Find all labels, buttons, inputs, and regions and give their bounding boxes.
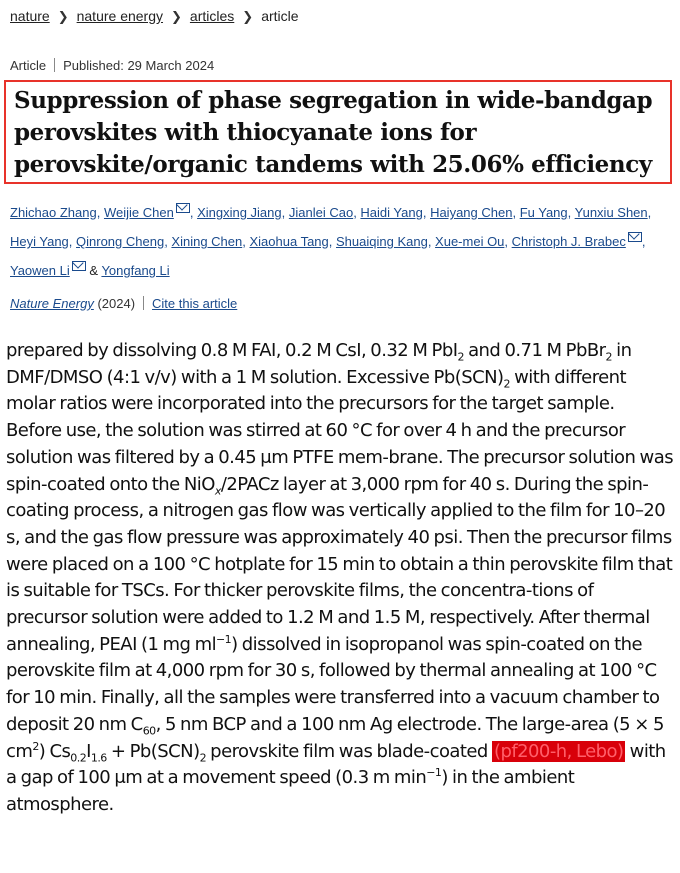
text-run: I bbox=[86, 740, 91, 762]
author-link[interactable]: Haiyang Chen bbox=[430, 205, 513, 220]
journal-name-link[interactable]: Nature Energy bbox=[10, 296, 94, 311]
author-link[interactable]: Yongfang Li bbox=[101, 263, 170, 278]
author-link[interactable]: Fu Yang bbox=[519, 205, 568, 220]
author-list: Zhichao Zhang, Weijie Chen , Xingxing Jiang, Jianlei Cao, Haidi Yang, Haiyang Chen, Fu Yang, Yunxiu Shen, Heyi Yang, Qinrong Cheng, Xining Chen, Xiaohua Tang, Shuaiqing Kang, Xue-mei Ou, Christoph J. Brabec , Yaowen Li & Yongfang Li bbox=[10, 205, 652, 278]
chevron-right-icon: ❯ bbox=[242, 9, 254, 24]
text-run: in DMF/DMSO (4:1 v/v) with a 1 M solution. Excessive Pb(SCN) bbox=[6, 340, 632, 388]
author-link[interactable]: Weijie Chen bbox=[103, 205, 174, 220]
subscript: 2 bbox=[605, 350, 612, 364]
text-run: with different molar ratios were incorporated into the precursors for the target sample. Before use, the solution was stirred at 60 °C for over 4 h and the precursor solution was filtered by a 0.45 μm PTFE mem-brane. The precursor solution was spin-coated onto the NiO bbox=[6, 366, 674, 495]
article-title: Suppression of phase segregation in wide-bandgap perovskites with thiocyanate ions for perovskite/organic tandems with 25.06% efficiency bbox=[14, 87, 653, 178]
author-link[interactable]: Xining Chen bbox=[171, 234, 243, 249]
author-link[interactable]: Xiaohua Tang bbox=[249, 234, 329, 249]
breadcrumb-link-nature[interactable]: nature bbox=[10, 8, 50, 24]
text-run: ) Cs bbox=[38, 740, 71, 762]
author-link[interactable]: Qinrong Cheng bbox=[76, 234, 165, 249]
text-run: with a gap of 100 μm at a movement speed (0.3 m min bbox=[6, 740, 666, 789]
author-link[interactable]: Zhichao Zhang bbox=[10, 205, 97, 220]
published-date: Published: 29 March 2024 bbox=[63, 58, 215, 73]
text-run: perovskite film was blade-coated bbox=[206, 740, 492, 762]
highlighted-text: (pf200-h, Lebo) bbox=[493, 740, 624, 762]
author-link[interactable]: Christoph J. Brabec bbox=[511, 234, 626, 249]
breadcrumb-link-articles[interactable]: articles bbox=[189, 8, 235, 24]
subscript: 60 bbox=[142, 724, 156, 738]
text-run: , 5 nm BCP and a 100 nm Ag electrode. The large-area (5 × 5 cm bbox=[6, 713, 664, 762]
superscript: −1 bbox=[216, 632, 232, 646]
breadcrumb-current: article bbox=[261, 8, 299, 24]
email-icon[interactable] bbox=[628, 232, 642, 242]
author-link[interactable]: Haidi Yang bbox=[360, 205, 423, 220]
author-link[interactable]: Jianlei Cao bbox=[288, 205, 354, 220]
subscript: x bbox=[214, 484, 221, 498]
journal-year: (2024) bbox=[97, 296, 136, 311]
title-highlight-box bbox=[4, 80, 672, 184]
email-icon[interactable] bbox=[176, 203, 190, 213]
chevron-right-icon: ❯ bbox=[171, 9, 182, 24]
text-run: + Pb(SCN) bbox=[106, 740, 200, 762]
author-link[interactable]: Heyi Yang bbox=[10, 234, 69, 249]
author-link[interactable]: Yaowen Li bbox=[10, 263, 70, 278]
breadcrumb bbox=[10, 6, 299, 27]
author-link[interactable]: Yunxiu Shen bbox=[574, 205, 648, 220]
author-link[interactable]: Xingxing Jiang bbox=[197, 205, 282, 220]
subscript: 1.6 bbox=[90, 751, 107, 765]
superscript: −1 bbox=[426, 766, 442, 780]
author-link[interactable]: Shuaiqing Kang bbox=[336, 234, 428, 249]
methods-paragraph bbox=[6, 338, 674, 819]
author-ampersand: & bbox=[89, 263, 99, 278]
divider bbox=[54, 58, 55, 72]
subscript: 2 bbox=[503, 377, 510, 391]
email-icon[interactable] bbox=[72, 261, 86, 271]
text-run: /2PACz layer at 3,000 rpm for 40 s. During the spin-coating process, a nitrogen gas flow was vertically applied to the film for 10–20 s, and the gas flow pressure was approximately 40 psi. Then the precursor films were placed on a 100 °C hotplate for 15 min to obtain a thin perovskite film that is suitable for TSCs. For thicker perovskite films, the concentra-tions of precursor solution were added to 1.2 M and 1.5 M, respectively. After thermal annealing, PEAI (1 mg ml bbox=[6, 473, 673, 655]
chevron-right-icon: ❯ bbox=[57, 9, 69, 24]
article-type: Article bbox=[10, 58, 47, 73]
divider bbox=[143, 296, 144, 310]
cite-article-link[interactable]: Cite this article bbox=[152, 296, 238, 311]
author-link[interactable]: Xue-mei Ou bbox=[435, 234, 505, 249]
subscript: 2 bbox=[457, 350, 464, 364]
article-meta bbox=[10, 58, 214, 73]
text-run: ) in the ambient atmosphere. bbox=[6, 767, 575, 815]
subscript: 2 bbox=[199, 751, 207, 765]
superscript: 2 bbox=[32, 739, 39, 753]
text-run: prepared by dissolving 0.8 M FAI, 0.2 M CsI, 0.32 M PbI bbox=[6, 340, 458, 361]
text-run: and 0.71 M PbBr bbox=[463, 340, 606, 361]
text-run: ) dissolved in isopropanol was spin-coated on the perovskite film at 4,000 rpm for 30 s, followed by thermal annealing at 100 °C for 10 min. Finally, all the samples were transferred into a vacuum chamber to deposit 20 nm C bbox=[6, 633, 660, 735]
journal-line bbox=[10, 296, 237, 311]
breadcrumb-link-nature-energy[interactable]: nature energy bbox=[76, 8, 164, 24]
subscript: 0.2 bbox=[70, 751, 87, 765]
